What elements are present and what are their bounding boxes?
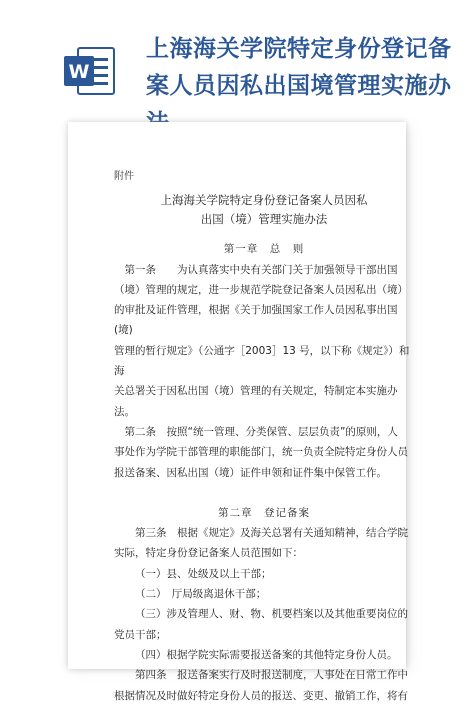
article-1-line: （境）管理的规定，进一步规范学院登记备案人员因私出（境） [114, 283, 408, 296]
word-document-icon [62, 44, 116, 98]
header-banner [0, 0, 474, 115]
document-body [114, 167, 414, 706]
document-title-line-2: 出国（境）管理实施办法 [200, 212, 328, 227]
article-3-line: 党员干部； [114, 628, 167, 641]
chapter-1-heading: 第一章 总 则 [223, 243, 305, 256]
header-title-line-1: 上海海关学院特定身份登记备 [146, 35, 452, 62]
article-1 [114, 260, 414, 422]
svg-text:W: W [68, 61, 90, 83]
article-3 [114, 523, 414, 665]
document-title-line-1: 上海海关学院特定身份登记备案人员因私 [160, 193, 368, 208]
article-3-item: （二） 厅局级离退休干部； [135, 588, 267, 601]
article-3-line: 实际，特定身份登记备案人员范围如下： [114, 547, 303, 560]
article-4-line: 第四条 报送备案实行及时报送制度，人事处在日常工作中 [135, 669, 408, 682]
article-2-line: 事处作为学院干部管理的职能部门，统一负责全院特定身份人员 [114, 446, 408, 459]
article-4-line: 根据情况及时做好特定身份人员的报送、变更、撤销工作，将有 [114, 689, 408, 702]
document-page [68, 122, 410, 702]
article-1-line: 第一条 为认真落实中央有关部门关于加强领导干部出国 [114, 263, 398, 276]
chapter-2-heading: 第二章 登记备案 [218, 506, 310, 519]
attachment-label: 附件 [114, 171, 134, 182]
document-title [114, 191, 414, 229]
article-3-item: （一）县、处级及以上干部； [135, 567, 272, 580]
article-1-line: 的审批及证件管理，根据《关于加强国家工作人员因私事出国(境) [114, 304, 398, 337]
article-2 [114, 422, 414, 483]
article-2-line: 报送备案、因私出国（境）证件申领和证件集中保管工作。 [114, 466, 387, 479]
article-1-line: 关总署关于因私出国（境）管理的有关规定，特制定本实施办法。 [114, 385, 398, 418]
header-title-line-2: 案人员因私出国境管理实施办 [146, 72, 452, 99]
article-3-item: （三）涉及管理人、财、物、机要档案以及其他重要岗位的 [135, 608, 408, 621]
article-3-item: （四）根据学院实际需要报送备案的其他特定身份人员。 [135, 648, 398, 661]
article-2-line: 第二条 按照“统一管理、分类保管、层层负责”的原则，人 [114, 425, 398, 438]
article-3-line: 第三条 根据《规定》及海关总署有关通知精神，结合学院 [135, 527, 408, 540]
article-4 [114, 665, 414, 706]
article-1-line: 管理的暂行规定》（公通字［2003］13 号，以下称《规定》）和海 [114, 344, 410, 378]
